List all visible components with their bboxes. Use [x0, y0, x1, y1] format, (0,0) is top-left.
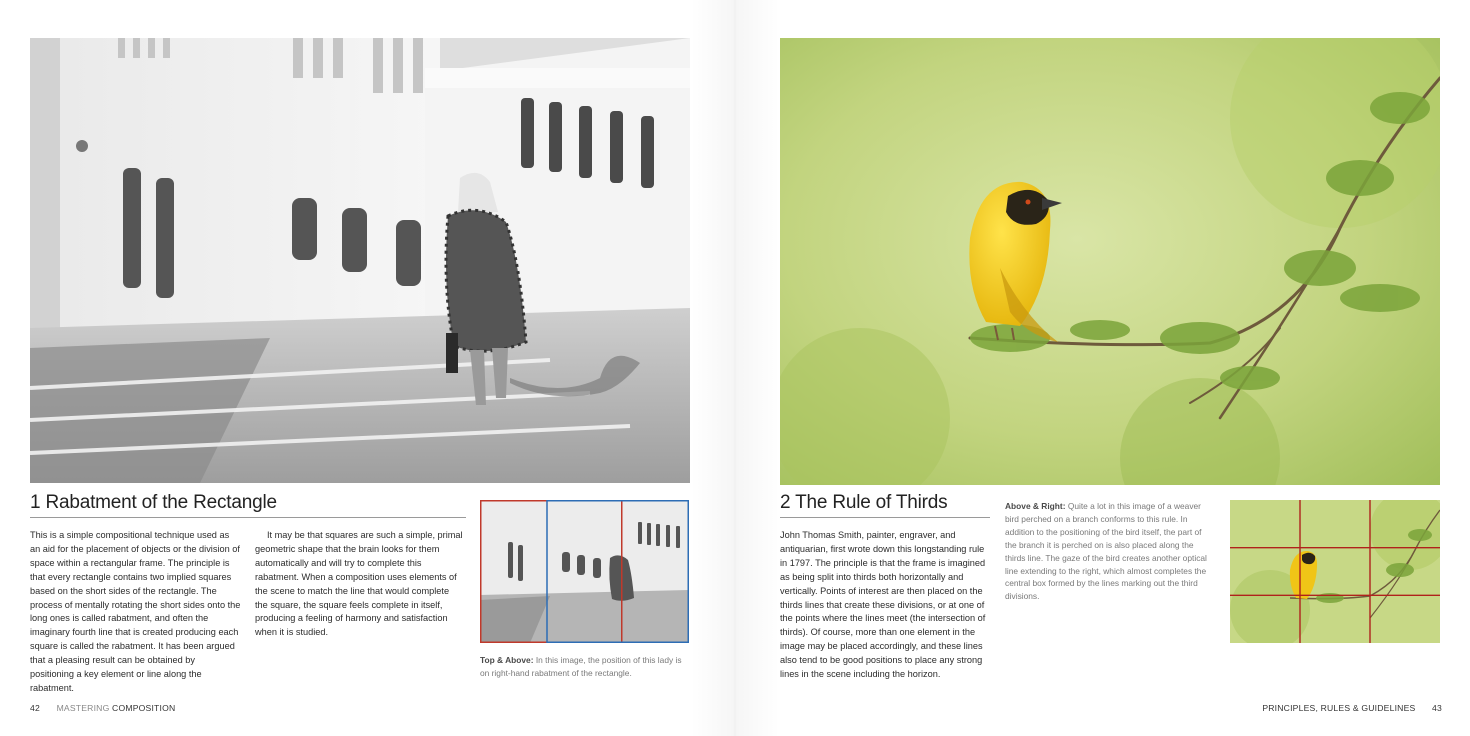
right-running-title: PRINCIPLES, RULES & GUIDELINES [1262, 703, 1416, 713]
right-main-photo [780, 38, 1440, 485]
rabatment-body-col2: It may be that squares are such a simple, primal geometric shape that the brain looks for them automatically and will try to complete this rabatment. When a composition uses elements of the scene to match the line that would complete the square, the square feels complete in itself, producing a feeling of harmony and satisfaction when it is studied. [255, 530, 463, 638]
rabatment-body-col1: This is a simple compositional technique used as an aid for the placement of objects or the division of space within a rectangular frame. The principle is that every rectangle contains two implied squares based on the short sides of the rectangle. The process of mentally rotating the short sides onto the long ones is called rabatment, and often the imaginary fourth line that is created producing each square is called the rabatment. It has been argued that a pleasing result can be obtained by positioning a key element or line along the rabatment. [30, 530, 241, 693]
thirds-heading-rule [780, 517, 990, 518]
rabatment-heading: 1 Rabatment of the Rectangle [30, 492, 277, 513]
rabatment-diagram-illustration [480, 500, 689, 643]
weaver-bird-illustration [780, 38, 1440, 485]
right-folio [1262, 703, 1442, 713]
left-folio [30, 703, 175, 713]
thirds-heading: 2 The Rule of Thirds [780, 492, 948, 513]
thirds-diagram-photo [1230, 500, 1440, 643]
thirds-body: John Thomas Smith, painter, engraver, and antiquarian, first wrote down this longstanding rule in 1797. The principle is that the frame is imagined as being split into thirds both horizontally and vertically. Points of interest are then placed on the thirds lines that create these divisions, or at one of the points where the lines meet (the intersection of thirds). Of course, more than one element in the image may be placed accordingly, and these lines also tend to be good positions to place any strong lines in the scene including the horizon. [780, 530, 986, 680]
rabatment-caption-text: In this image, the position of this lady is on right-hand rabatment of the rectangle. [480, 655, 682, 678]
thirds-caption-text: Quite a lot in this image of a weaver bird perched on a branch conforms to this rule. In addition to the positioning of the bird itself, the part of the branch it is perched on is also placed along the thirds line. The gaze of the bird creates another optical line extending to the right, which almost completes the central box formed by the lines marking out the third divisions. [1005, 501, 1207, 602]
rabatment-caption [480, 654, 690, 680]
left-running-title-light: MASTERING [56, 703, 110, 713]
right-page-number: 43 [1432, 703, 1442, 713]
left-page-number: 42 [30, 703, 40, 713]
left-main-photo [30, 38, 690, 483]
book-gutter [690, 0, 780, 736]
thirds-diagram-illustration [1230, 500, 1440, 643]
rabatment-heading-rule [30, 517, 466, 518]
rabatment-diagram-photo [480, 500, 689, 643]
rabatment-caption-lead: Top & Above: [480, 655, 534, 665]
white-building-illustration [30, 38, 690, 483]
left-running-title-dark: COMPOSITION [112, 703, 176, 713]
thirds-caption-lead: Above & Right: [1005, 501, 1066, 511]
thirds-caption [1005, 500, 1215, 603]
